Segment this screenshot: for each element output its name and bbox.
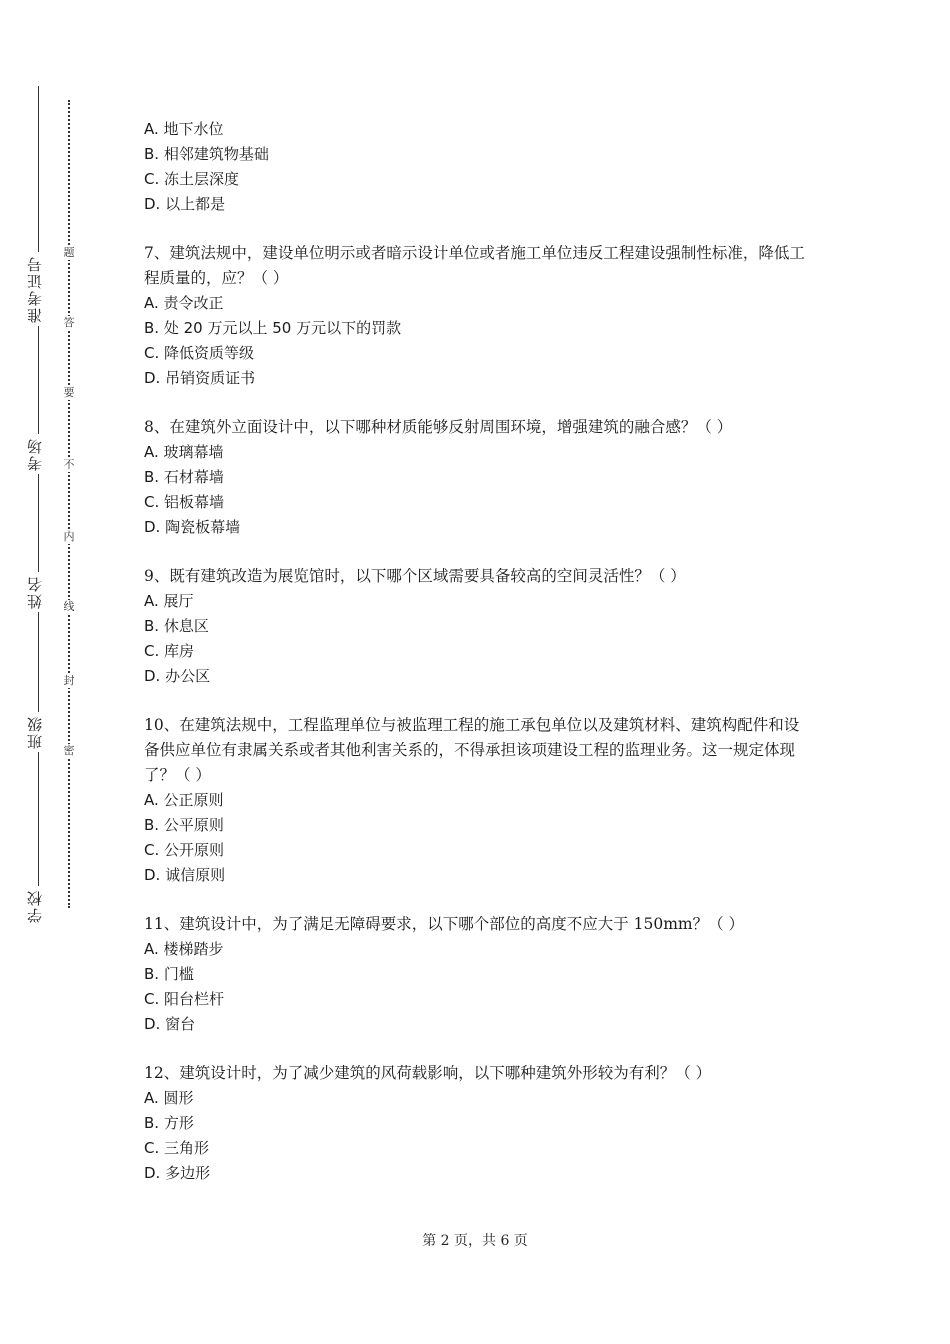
question-7 (144, 241, 814, 391)
option-b: B. 处 20 万元以上 50 万元以下的罚款 (144, 319, 402, 337)
seal-char: 答 (61, 316, 77, 330)
option-d: D. 以上都是 (144, 195, 226, 213)
school-label: 学校 (24, 886, 45, 926)
class-label: 班级 (24, 712, 45, 752)
option-a: A. 责令改正 (144, 294, 224, 312)
question-text: 7、建筑法规中，建设单位明示或者暗示设计单位或者施工单位违反工程建设强制性标准，降低工程质量的，应？（ ） (144, 244, 805, 287)
option-a: A. 地下水位 (144, 120, 224, 138)
question-10 (144, 713, 814, 888)
seal-char: 封 (61, 674, 77, 688)
option-a: A. 玻璃幕墙 (144, 443, 224, 461)
option-d: D. 诚信原则 (144, 866, 226, 884)
option-b: B. 休息区 (144, 617, 209, 635)
option-a: A. 圆形 (144, 1089, 194, 1107)
option-c: C. 冻土层深度 (144, 170, 240, 188)
question-text: 10、在建筑法规中，工程监理单位与被监理工程的施工承包单位以及建筑材料、建筑构配件和设备供应单位有隶属关系或者其他利害关系的，不得承担该项建设工程的监理业务。这一规定体现了？（ ） (144, 716, 800, 784)
option-d: D. 办公区 (144, 667, 211, 685)
option-c: C. 公开原则 (144, 841, 225, 859)
option-c: C. 库房 (144, 642, 195, 660)
option-d: D. 多边形 (144, 1164, 211, 1182)
seal-dotted-line (68, 100, 70, 908)
question-text: 9、既有建筑改造为展览馆时，以下哪个区域需要具备较高的空间灵活性？（ ） (144, 567, 686, 585)
option-a: A. 楼梯踏步 (144, 940, 224, 958)
admission-number-label: 准考证号 (24, 252, 45, 326)
seal-char: 内 (61, 530, 77, 544)
option-c: C. 铝板幕墙 (144, 493, 225, 511)
option-d: D. 窗台 (144, 1015, 196, 1033)
option-b: B. 方形 (144, 1114, 194, 1132)
option-c: C. 阳台栏杆 (144, 990, 225, 1008)
question-12 (144, 1061, 814, 1186)
question-text: 11、建筑设计中，为了满足无障碍要求，以下哪个部位的高度不应大于 150mm？（ ） (144, 915, 745, 933)
question-9 (144, 564, 814, 689)
question-text: 8、在建筑外立面设计中，以下哪种材质能够反射周围环境，增强建筑的融合感？（ ） (144, 418, 733, 436)
option-a: A. 展厅 (144, 592, 194, 610)
binding-solid-line (38, 86, 39, 922)
option-b: B. 门槛 (144, 965, 194, 983)
exam-room-label: 考场 (24, 434, 45, 474)
question-8 (144, 415, 814, 540)
option-c: C. 降低资质等级 (144, 344, 255, 362)
seal-char: 要 (61, 386, 77, 400)
option-a: A. 公正原则 (144, 791, 224, 809)
option-d: D. 陶瓷板幕墙 (144, 518, 241, 536)
question-11 (144, 912, 814, 1037)
option-c: C. 三角形 (144, 1139, 210, 1157)
question-list (144, 117, 814, 1186)
option-b: B. 石材幕墙 (144, 468, 224, 486)
option-d: D. 吊销资质证书 (144, 369, 256, 387)
option-b: B. 公平原则 (144, 816, 224, 834)
leading-options (144, 117, 814, 217)
page-footer: 第 2 页，共 6 页 (422, 1233, 528, 1249)
seal-char: 不 (61, 458, 77, 472)
seal-char: 密 (61, 744, 77, 758)
question-text: 12、建筑设计时，为了减少建筑的风荷载影响，以下哪种建筑外形较为有利？（ ） (144, 1064, 712, 1082)
seal-char: 题 (61, 246, 77, 260)
option-b: B. 相邻建筑物基础 (144, 145, 269, 163)
name-label: 姓名 (24, 572, 45, 612)
seal-char: 线 (61, 600, 77, 614)
